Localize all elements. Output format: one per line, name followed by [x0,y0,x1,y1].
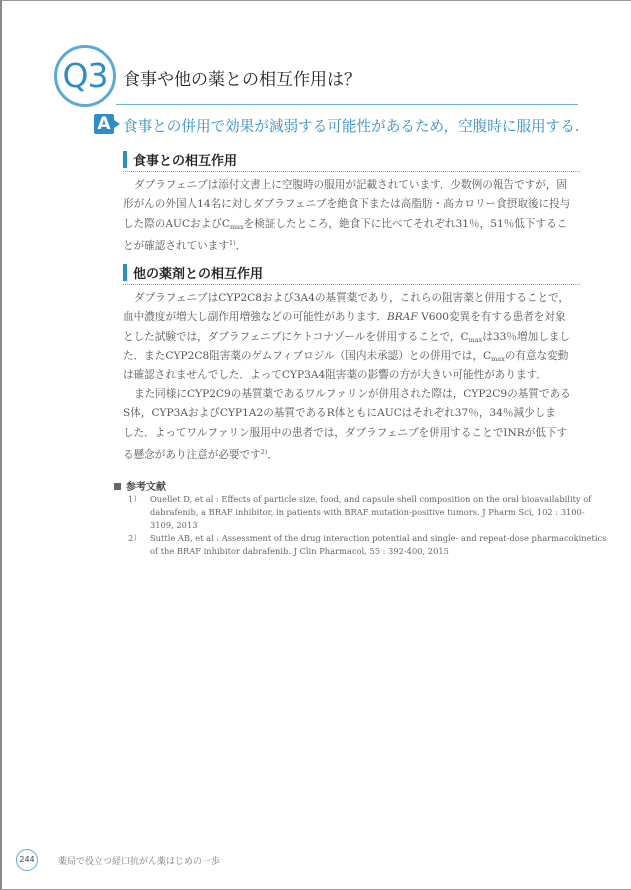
reference-line: Ouellet D, et al : Effects of particle size, food, and capsule shell composition on the oral bioavailability of [150,494,592,504]
text-line [123,385,583,404]
references-heading-text: 参考文献 [126,482,166,493]
heading-bar [123,151,127,168]
reference-line: dabrafenib, a BRAF inhibitor, in patients with BRAF mutation-positive tumors. J Pharm Sci, 102 : 3100- [150,507,585,517]
text-line [123,195,583,214]
reference-number: 2） [128,533,142,543]
text-segment: ダブラフェニブは添付文書上に空腹時の服用が記載されています．少数例の報告ですが，固 [134,179,567,191]
reference-item [128,493,592,532]
text-segment: 血中濃度が増大し副作用増強などの可能性があります． [123,311,387,324]
text-segment: は確認されませんでした．よってCYP3A4阻害薬の影響の方が大きい可能性があります． [123,369,547,382]
text-line [123,289,583,308]
answer-badge: A [94,114,114,134]
text-segment: ダブラフェニブはCYP2C8および3A4の基質薬であり，これらの阻害薬と併用することで， [134,292,569,304]
section-heading-text: 他の薬剤との相互作用 [133,267,264,282]
reference-line: of the BRAF inhibitor dabrafenib. J Clin Pharmacol, 55 : 392-400, 2015 [150,546,449,556]
page-number: 244 [16,849,38,871]
text-segment: ． [235,239,247,252]
text-segment: また同様にCYP2C9の基質薬であるワルファリンが併用された際は，CYP2C9の基質である [134,388,571,400]
paragraph-cyp-inhibitors [123,289,583,385]
question-badge [54,45,116,107]
text-segment: とした試験では，ダブラフェニブにケトコナゾールを併用することで，C [123,330,469,343]
text-line [123,328,583,347]
text-line [123,215,583,234]
reference-line: 3109, 2013 [150,520,198,530]
text-segment: の有意な変動 [504,349,569,362]
text-line [123,366,583,385]
question-label: Q3 [62,56,108,95]
subscript: max [229,222,244,231]
section-heading-text: 食事との相互作用 [133,154,238,169]
text-segment: BRAF [387,311,418,324]
question-divider [116,104,578,105]
book-title: 薬局で役立つ経口抗がん薬はじめの一歩 [58,857,221,867]
text-segment: V600変異を有する患者を対象 [417,311,566,324]
reference-line: Suttle AB, et al : Assessment of the drug interaction potential and single- and repeat-dose pharmacokinetics [150,533,607,543]
text-line [123,234,583,253]
section-heading-drugs [123,262,580,285]
text-segment: た．またCYP2C8阻害薬のゲムフィブロジル（国内未承認）との併用では，C [123,349,492,362]
text-line [123,308,583,327]
text-line [123,443,583,462]
text-line [123,176,583,195]
text-line [123,424,583,443]
question-title: 食事や他の薬との相互作用は？ [123,70,361,90]
references-heading [114,478,166,493]
text-line [123,347,583,366]
paragraph-food [123,176,583,253]
reference-item [128,532,607,558]
paragraph-warfarin [123,385,583,462]
citation: 1) [228,238,236,247]
text-segment: ． [267,448,278,461]
answer-arrow-icon [114,120,120,128]
text-segment: した際のAUCおよびC [123,217,230,230]
citation: 2) [260,447,268,456]
text-segment: 形がんの外国人14名に対しダブラフェニブを絶食下または高脂肪・高カロリー食摂取後に投与 [123,198,571,211]
subscript: max [491,354,505,363]
reference-number: 1） [128,494,142,504]
text-segment: した．よってワルファリン服用中の患者では，ダブラフェニブを併用することでINRが低下す [123,426,568,439]
text-segment: S体，CYP3AおよびCYP1A2の基質であるR体ともにAUCはそれぞれ37％，34％減少しま [123,407,556,420]
subscript: max [468,335,483,344]
square-bullet-icon [114,483,121,490]
text-line [123,404,583,423]
text-segment: とが確認されています [123,239,229,252]
text-segment: る懸念があり注意が必要です [123,448,261,461]
text-segment: を検証したところ，絶食下に比べてそれぞれ31％，51％低下するこ [243,217,568,230]
heading-bar [123,264,127,281]
section-heading-food [123,149,580,172]
answer-text: 食事との併用で効果が減弱する可能性があるため，空腹時に服用する. [123,118,580,135]
text-segment: は33％増加しまし [482,330,570,343]
